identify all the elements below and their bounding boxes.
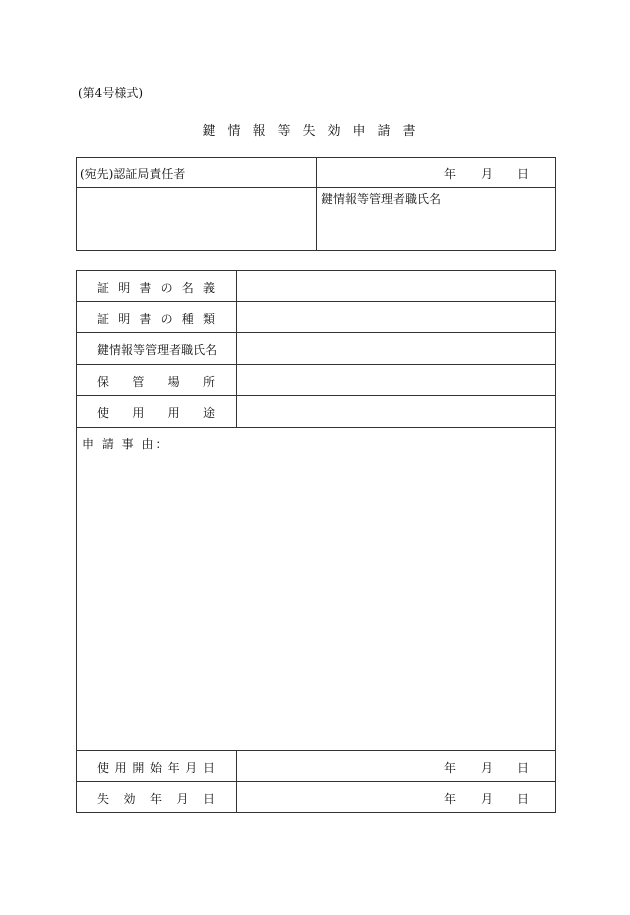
- row-label-usage: [77, 404, 235, 421]
- label-char: 用: [114, 761, 127, 775]
- footer-divider-2: [76, 781, 556, 782]
- label-char: 名: [181, 281, 194, 295]
- label-char: 年: [167, 761, 180, 775]
- label-char: の: [160, 312, 173, 326]
- label-char: 義: [202, 281, 215, 295]
- start-date-year: 年: [444, 761, 457, 775]
- row-label-start-date: [77, 759, 235, 776]
- label-char: 保: [97, 375, 110, 389]
- manager-name-label: 鍵情報等管理者職氏名: [321, 192, 442, 206]
- header-column-divider: [316, 157, 317, 251]
- label-char: 途: [202, 406, 215, 420]
- label-char: 日: [202, 761, 215, 775]
- footer-divider-1: [76, 750, 556, 751]
- label-char: 書: [139, 312, 152, 326]
- document-title: 鍵情報等失効申請書: [202, 124, 428, 139]
- label-char: 証: [97, 281, 110, 295]
- label-char: 理: [157, 343, 170, 357]
- row-divider-2: [76, 332, 556, 333]
- label-char: 効: [123, 792, 136, 806]
- header-date-year: 年: [444, 167, 457, 181]
- label-char: 明: [118, 281, 131, 295]
- label-char: 等: [133, 343, 146, 357]
- label-char: 始: [149, 761, 162, 775]
- label-char: 月: [176, 792, 189, 806]
- label-char: 用: [132, 406, 145, 420]
- label-char: 名: [205, 343, 218, 357]
- row-label-certificate-type: [77, 310, 235, 327]
- revocation-date-day: 日: [517, 792, 530, 806]
- label-char: 鍵: [97, 343, 110, 357]
- row-label-storage-location: [77, 373, 235, 390]
- label-char: 情: [109, 343, 122, 357]
- label-char: 者: [169, 343, 182, 357]
- label-char: 類: [202, 312, 215, 326]
- form-number: (第4号様式): [78, 86, 143, 100]
- label-char: の: [160, 281, 173, 295]
- row-label-certificate-name: [77, 279, 235, 296]
- label-char: 月: [185, 761, 198, 775]
- label-column-divider-top: [236, 270, 237, 427]
- label-char: 書: [139, 281, 152, 295]
- label-char: 種: [181, 312, 194, 326]
- label-char: 開: [132, 761, 145, 775]
- label-char: 年: [149, 792, 162, 806]
- label-char: 管: [132, 375, 145, 389]
- application-reason-label: 申 請 事 由：: [82, 437, 170, 451]
- revocation-date-year: 年: [444, 792, 457, 806]
- label-char: 明: [118, 312, 131, 326]
- label-char: 使: [97, 406, 110, 420]
- header-date-month: 月: [481, 167, 494, 181]
- label-char: 証: [97, 312, 110, 326]
- row-divider-3: [76, 364, 556, 365]
- label-char: 用: [167, 406, 180, 420]
- row-label-manager-name: [77, 341, 235, 358]
- label-char: 管: [145, 343, 158, 357]
- label-char: 報: [121, 343, 134, 357]
- start-date-month: 月: [481, 761, 494, 775]
- revocation-date-month: 月: [481, 792, 494, 806]
- row-divider-1: [76, 301, 556, 302]
- label-char: 職: [181, 343, 194, 357]
- row-divider-5: [76, 427, 556, 428]
- label-char: 場: [167, 375, 180, 389]
- row-divider-4: [76, 395, 556, 396]
- row-label-revocation-date: [77, 790, 235, 807]
- start-date-day: 日: [517, 761, 530, 775]
- label-char: 氏: [193, 343, 206, 357]
- label-char: 使: [97, 761, 110, 775]
- header-date-day: 日: [517, 167, 530, 181]
- label-char: 日: [202, 792, 215, 806]
- label-char: 所: [202, 375, 215, 389]
- label-char: 失: [97, 792, 110, 806]
- addressee-label: (宛先)認証局責任者: [80, 167, 186, 181]
- label-column-divider-bottom: [236, 750, 237, 813]
